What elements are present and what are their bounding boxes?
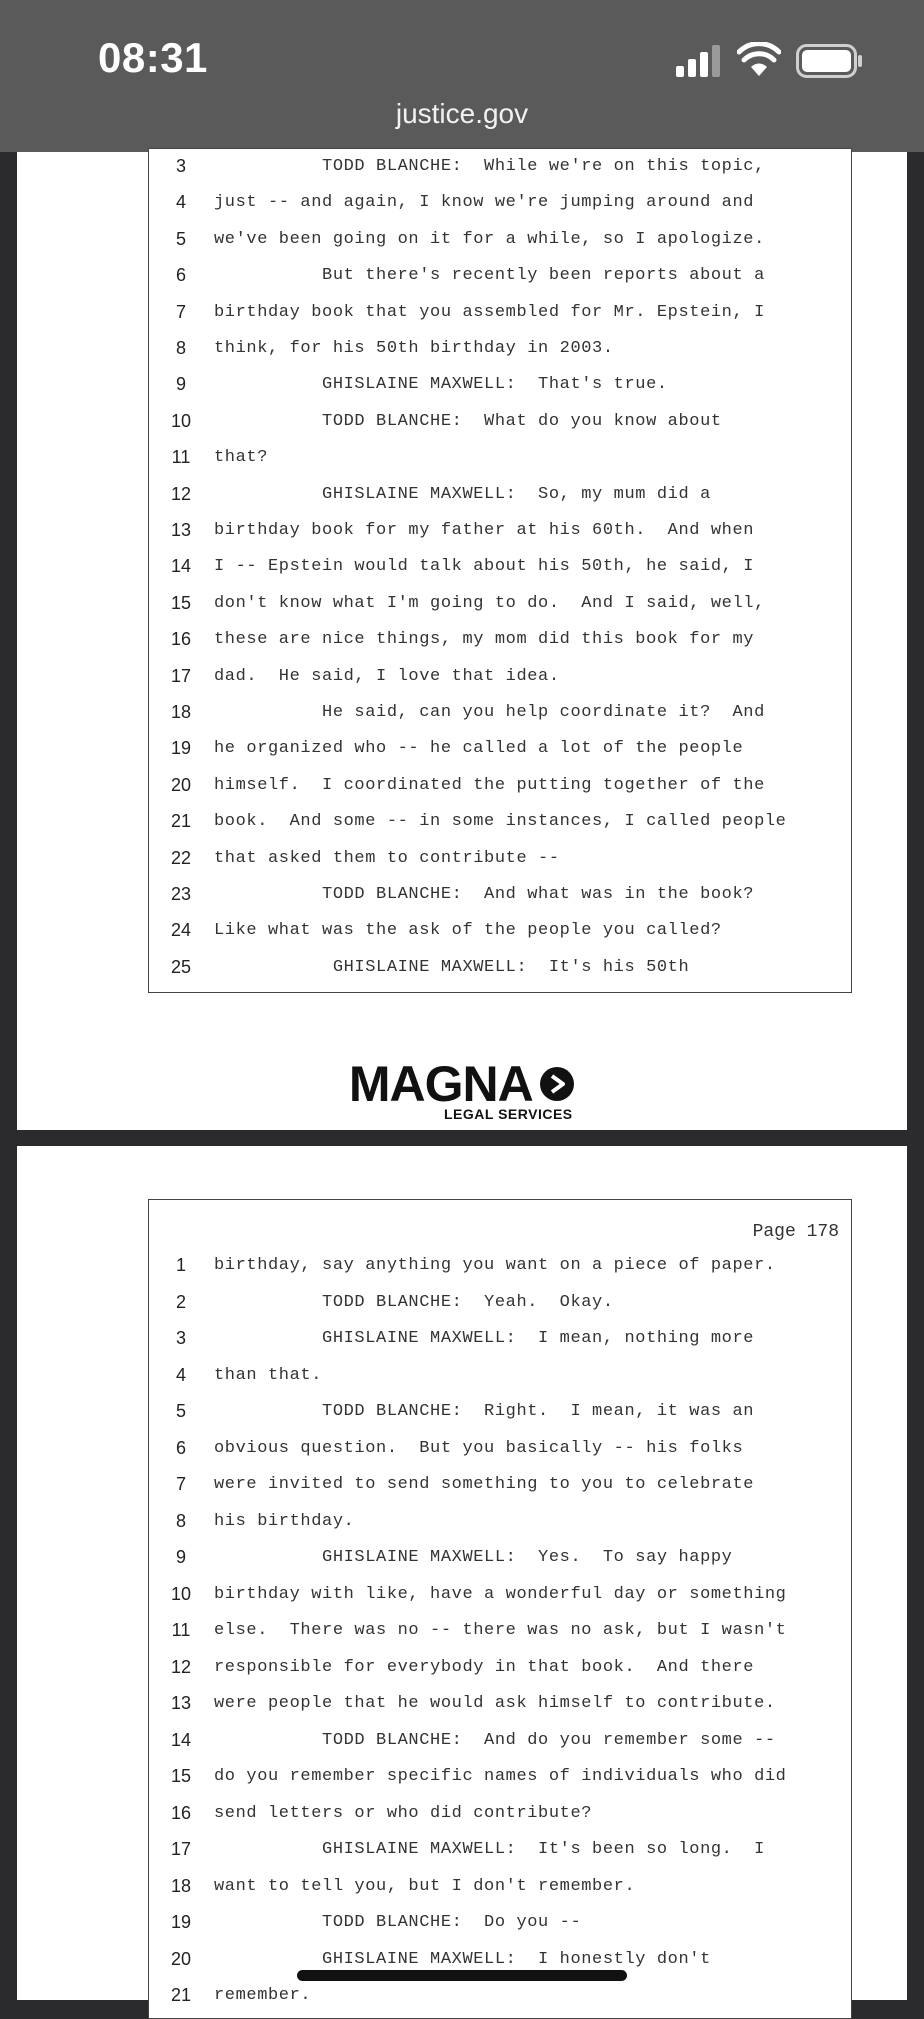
line-number: 7 <box>175 301 186 322</box>
transcript-line: his birthday. <box>214 1511 355 1531</box>
logo-wordmark: MAGNA <box>348 1056 533 1112</box>
line-number: 11 <box>171 1620 191 1640</box>
line-number: 19 <box>170 1912 192 1932</box>
clock: 08:31 <box>98 34 208 81</box>
transcript-line: just -- and again, I know we're jumping around and <box>214 193 755 213</box>
line-number: 18 <box>170 1875 192 1896</box>
line-number: 6 <box>175 265 186 286</box>
signal-icon <box>674 44 722 78</box>
transcript-line: he organized who -- he called a lot of the people <box>214 739 744 759</box>
line-number: 4 <box>175 1364 186 1385</box>
line-number: 1 <box>175 1255 186 1275</box>
line-number: 21 <box>170 811 192 832</box>
transcript-line: do you remember specific names of individuals who did <box>214 1767 787 1786</box>
transcript-line: dad. He said, I love that idea. <box>214 666 560 686</box>
line-number: 8 <box>175 338 186 358</box>
url-bar[interactable]: justice.gov <box>395 98 529 129</box>
transcript-line: that? <box>214 448 269 468</box>
line-number: 3 <box>175 156 186 176</box>
transcript-line: were people that he would ask himself to contribute. <box>214 1694 776 1713</box>
line-number: 12 <box>170 1656 192 1677</box>
transcript-line: that asked them to contribute -- <box>214 848 560 868</box>
transcript-line: But there's recently been reports about a <box>214 266 765 286</box>
transcript-line: don't know what I'm going to do. And I said, well, <box>214 593 765 613</box>
line-number: 4 <box>175 192 186 213</box>
line-number: 5 <box>175 1401 186 1421</box>
line-number: 13 <box>170 520 192 540</box>
line-number: 19 <box>170 738 192 759</box>
transcript-line: GHISLAINE MAXWELL: I mean, nothing more <box>214 1329 755 1348</box>
arrow-circle-icon <box>539 1066 575 1102</box>
logo-subtitle: LEGAL SERVICES <box>444 1106 573 1122</box>
line-number: 15 <box>170 1766 192 1786</box>
line-number: 20 <box>170 774 192 795</box>
transcript-line: GHISLAINE MAXWELL: I honestly don't <box>214 1949 711 1969</box>
line-number: 14 <box>170 556 192 577</box>
line-number: 23 <box>170 884 192 904</box>
transcript-line: GHISLAINE MAXWELL: Yes. To say happy <box>214 1548 733 1567</box>
line-number: 12 <box>170 483 192 504</box>
transcript-line: think, for his 50th birthday in 2003. <box>214 339 614 358</box>
transcript-line: book. And some -- in some instances, I called people <box>214 812 787 832</box>
line-number: 5 <box>175 228 186 249</box>
transcript-line: birthday with like, have a wonderful day or something <box>214 1584 787 1604</box>
transcript-line: TODD BLANCHE: What do you know about <box>214 411 722 431</box>
transcript-line: than that. <box>214 1365 323 1385</box>
transcript-line: GHISLAINE MAXWELL: It's been so long. I <box>214 1840 765 1859</box>
line-number: 8 <box>175 1510 186 1531</box>
line-number: 17 <box>170 665 192 686</box>
line-number: 6 <box>175 1437 186 1458</box>
line-number: 7 <box>175 1474 186 1494</box>
line-number: 3 <box>175 1328 186 1348</box>
document-page <box>17 1146 907 2005</box>
transcript-line: else. There was no -- there was no ask, but I wasn't <box>214 1621 787 1640</box>
line-number: 9 <box>175 374 186 395</box>
transcript-line: send letters or who did contribute? <box>214 1803 593 1823</box>
transcript-line: He said, can you help coordinate it? And <box>214 703 765 722</box>
transcript-line: Like what was the ask of the people you called? <box>214 921 722 941</box>
transcript-box <box>148 148 852 993</box>
line-number: 2 <box>175 1291 186 1312</box>
transcript-line: TODD BLANCHE: Yeah. Okay. <box>214 1292 614 1312</box>
line-number: 20 <box>170 1948 192 1969</box>
transcript-line: were invited to send something to you to celebrate <box>214 1475 755 1494</box>
transcript-line: TODD BLANCHE: Right. I mean, it was an <box>214 1402 755 1421</box>
line-number: 11 <box>171 447 191 468</box>
transcript-line: TODD BLANCHE: While we're on this topic, <box>214 157 765 176</box>
line-number: 16 <box>170 1802 192 1823</box>
transcript-line: I -- Epstein would talk about his 50th, he said, I <box>214 557 755 577</box>
line-number: 24 <box>170 920 192 941</box>
transcript-line: TODD BLANCHE: And do you remember some -- <box>214 1730 776 1750</box>
line-number: 9 <box>175 1547 186 1567</box>
line-number: 18 <box>170 702 192 722</box>
transcript-line: responsible for everybody in that book. And there <box>214 1657 755 1677</box>
transcript-line: remember. <box>214 1986 312 2005</box>
line-number: 10 <box>170 1583 192 1604</box>
line-number: 13 <box>170 1693 192 1713</box>
line-number: 25 <box>170 956 192 977</box>
line-number: 22 <box>170 847 192 868</box>
line-number: 17 <box>170 1839 192 1859</box>
transcript-line: obvious question. But you basically -- his folks <box>214 1438 744 1458</box>
transcript-line: GHISLAINE MAXWELL: So, my mum did a <box>214 484 711 504</box>
magna-logo <box>17 1055 907 1113</box>
transcript-line: GHISLAINE MAXWELL: It's his 50th <box>214 957 690 977</box>
line-number: 14 <box>170 1729 192 1750</box>
transcript-line: birthday book for my father at his 60th. And when <box>214 521 755 540</box>
transcript-line: want to tell you, but I don't remember. <box>214 1876 636 1896</box>
home-indicator[interactable] <box>297 1970 627 1981</box>
battery-icon <box>796 44 864 78</box>
line-number: 10 <box>170 410 192 431</box>
transcript-line: birthday book that you assembled for Mr. Epstein, I <box>214 302 765 322</box>
wifi-icon <box>737 42 781 78</box>
transcript-line: these are nice things, my mom did this book for my <box>214 630 755 650</box>
status-bar <box>0 0 924 152</box>
transcript-box <box>148 1199 852 2019</box>
document-page <box>17 152 907 1130</box>
transcript-line: we've been going on it for a while, so I apologize. <box>214 229 765 249</box>
transcript-line: birthday, say anything you want on a piece of paper. <box>214 1256 776 1275</box>
line-number: 16 <box>170 629 192 650</box>
transcript-line: himself. I coordinated the putting together of the <box>214 775 765 795</box>
transcript-line: TODD BLANCHE: And what was in the book? <box>214 885 755 904</box>
line-number: 15 <box>170 592 192 613</box>
transcript-line: GHISLAINE MAXWELL: That's true. <box>214 375 668 395</box>
page-number: Page 178 <box>752 1222 839 1242</box>
transcript-line: TODD BLANCHE: Do you -- <box>214 1913 582 1932</box>
line-number: 21 <box>170 1985 192 2005</box>
